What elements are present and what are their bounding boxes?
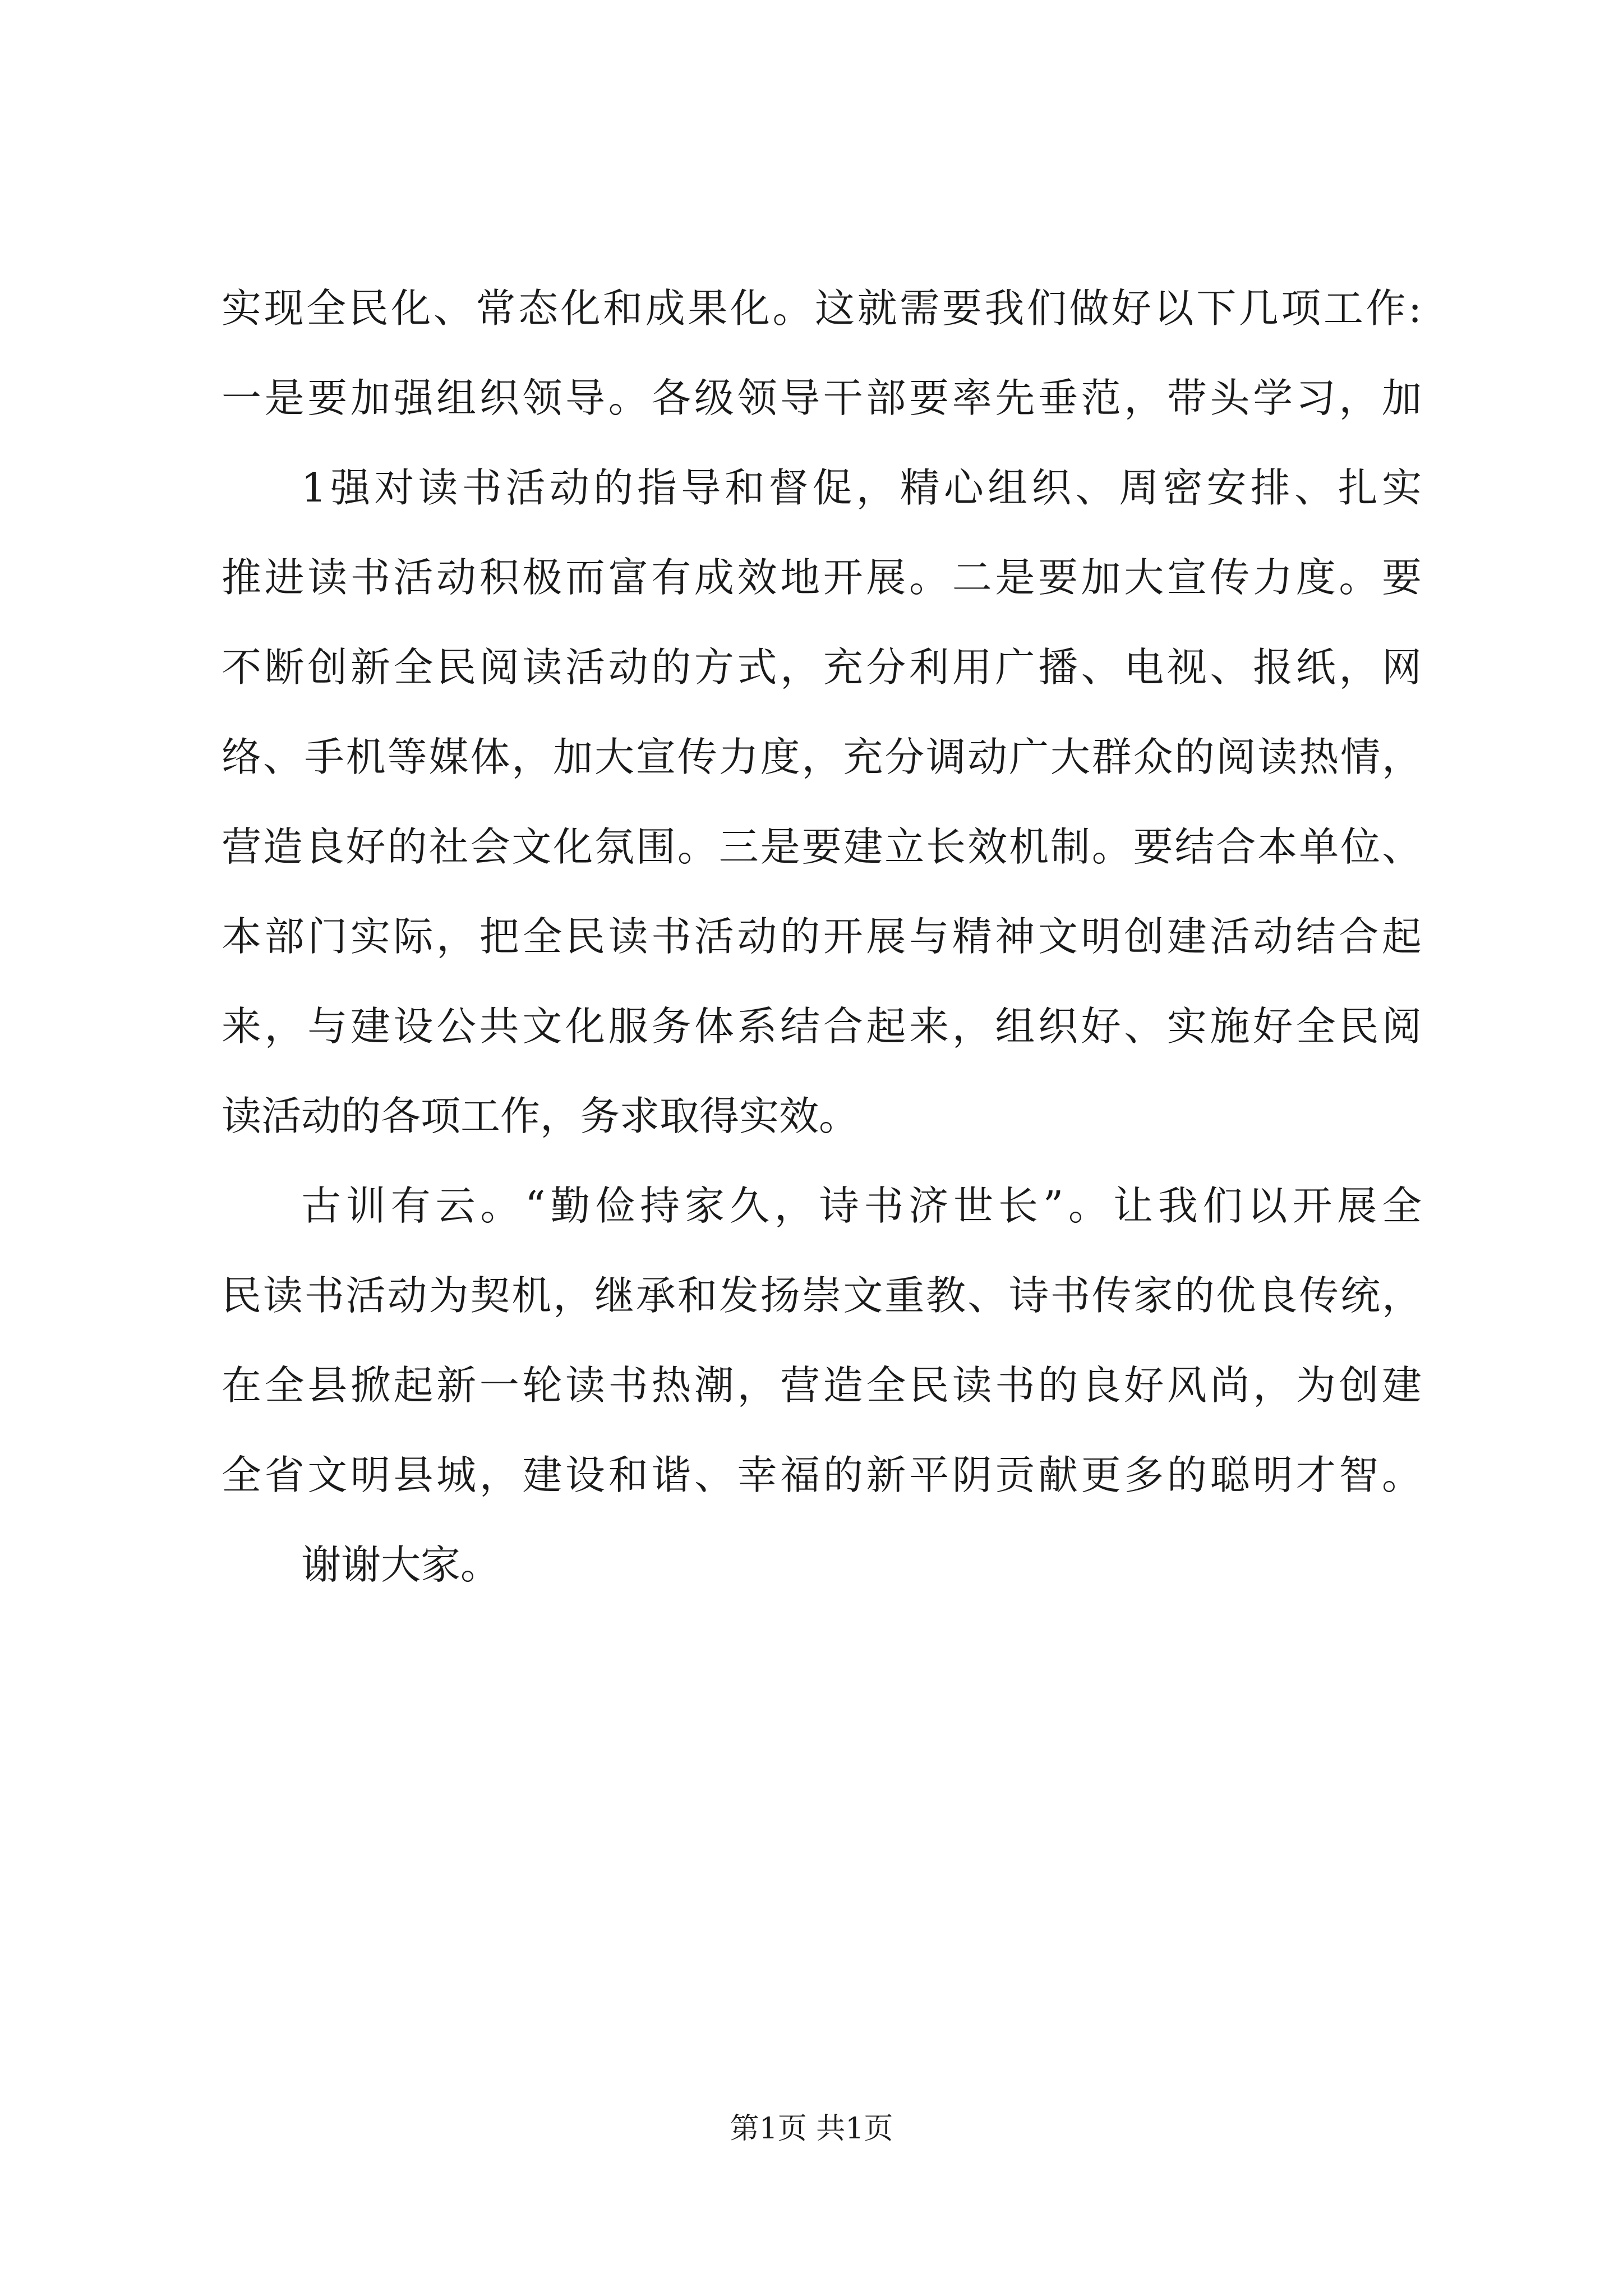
text-line: 1强对读书活动的指导和督促，精心组织、周密安排、扎实 [301, 464, 1422, 511]
text-line: 读活动的各项工作，务求取得实效。 [222, 1093, 859, 1139]
text-line: 古训有云。“勤俭持家久，诗书济世长”。让我们以开展全 [301, 1182, 1422, 1229]
text-line: 来，与建设公共文化服务体系结合起来，组织好、实施好全民阅 [222, 1003, 1422, 1050]
text-line: 谢谢大家。 [301, 1542, 501, 1588]
page-number-footer: 第1页 共1页 [730, 2112, 893, 2146]
text-line: 民读书活动为契机，继承和发扬崇文重教、诗书传家的优良传统， [222, 1272, 1422, 1319]
body-text [222, 264, 1422, 1610]
text-line: 在全县掀起新一轮读书热潮，营造全民读书的良好风尚，为创建 [222, 1362, 1422, 1409]
text-line: 不断创新全民阅读活动的方式，充分利用广播、电视、报纸，网 [222, 644, 1422, 691]
text-line: 推进读书活动积极而富有成效地开展。二是要加大宣传力度。要 [222, 554, 1422, 601]
text-line: 实现全民化、常态化和成果化。这就需要我们做好以下几项工作: [222, 285, 1422, 332]
text-line: 营造良好的社会文化氛围。三是要建立长效机制。要结合本单位、 [222, 823, 1422, 870]
text-line: 全省文明县城，建设和谐、幸福的新平阴贡献更多的聪明才智。 [222, 1452, 1422, 1498]
text-line: 一是要加强组织领导。各级领导干部要率先垂范，带头学习，加 [222, 375, 1422, 421]
text-line: 络、手机等媒体，加大宣传力度，充分调动广大群众的阅读热情， [222, 734, 1422, 780]
text-line: 本部门实际，把全民读书活动的开展与精神文明创建活动结合起 [222, 913, 1422, 960]
